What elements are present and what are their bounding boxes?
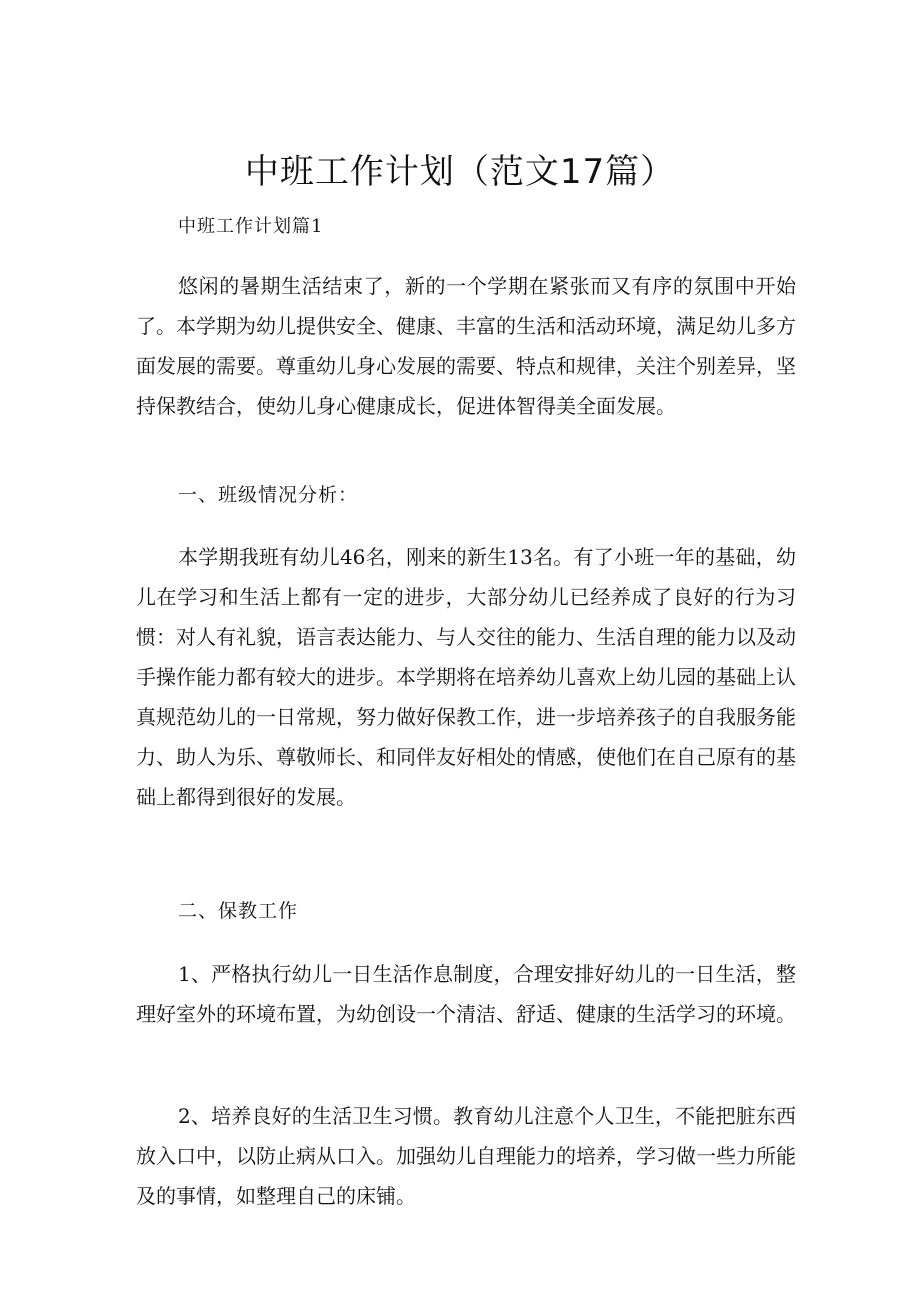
care-item-1: 1、严格执行幼儿一日生活作息制度，合理安排好幼儿的一日生活，整理好室外的环境布置，为幼创设一个清洁、舒适、健康的生活学习的环境。 xyxy=(136,962,796,1026)
class-analysis-paragraph: 本学期我班有幼儿46名，刚来的新生13名。有了小班一年的基础，幼儿在学习和生活上都有一定的进步，大部分幼儿已经养成了良好的行为习惯：对人有礼貌，语言表达能力、与人交往的能力、生活自理的能力以及动手操作能力都有较大的进步。本学期将在培养幼儿喜欢上幼儿园的基础上认真规范幼儿的一日常规，努力做好保教工作，进一步培养孩子的自我服务能力、助人为乐、尊敬师长、和同伴友好相处的情感，使他们在自己原有的基础上都得到很好的发展。 xyxy=(136,545,796,809)
document-title: 中班工作计划（范文17篇） xyxy=(244,152,676,192)
intro-paragraph: 悠闲的暑期生活结束了，新的一个学期在紧张而又有序的氛围中开始了。本学期为幼儿提供安全、健康、丰富的生活和活动环境，满足幼儿多方面发展的需要。尊重幼儿身心发展的需要、特点和规律，关注个别差异，坚持保教结合，使幼儿身心健康成长，促进体智得美全面发展。 xyxy=(136,274,796,418)
section-heading-class-analysis: 一、班级情况分析： xyxy=(178,484,359,506)
section-heading-care-education: 二、保教工作 xyxy=(178,900,299,922)
care-item-2: 2、培养良好的生活卫生习惯。教育幼儿注意个人卫生，不能把脏东西放入口中，以防止病从口入。加强幼儿自理能力的培养，学习做一些力所能及的事情，如整理自己的床铺。 xyxy=(136,1104,796,1208)
article-subtitle: 中班工作计划篇1 xyxy=(178,216,324,237)
